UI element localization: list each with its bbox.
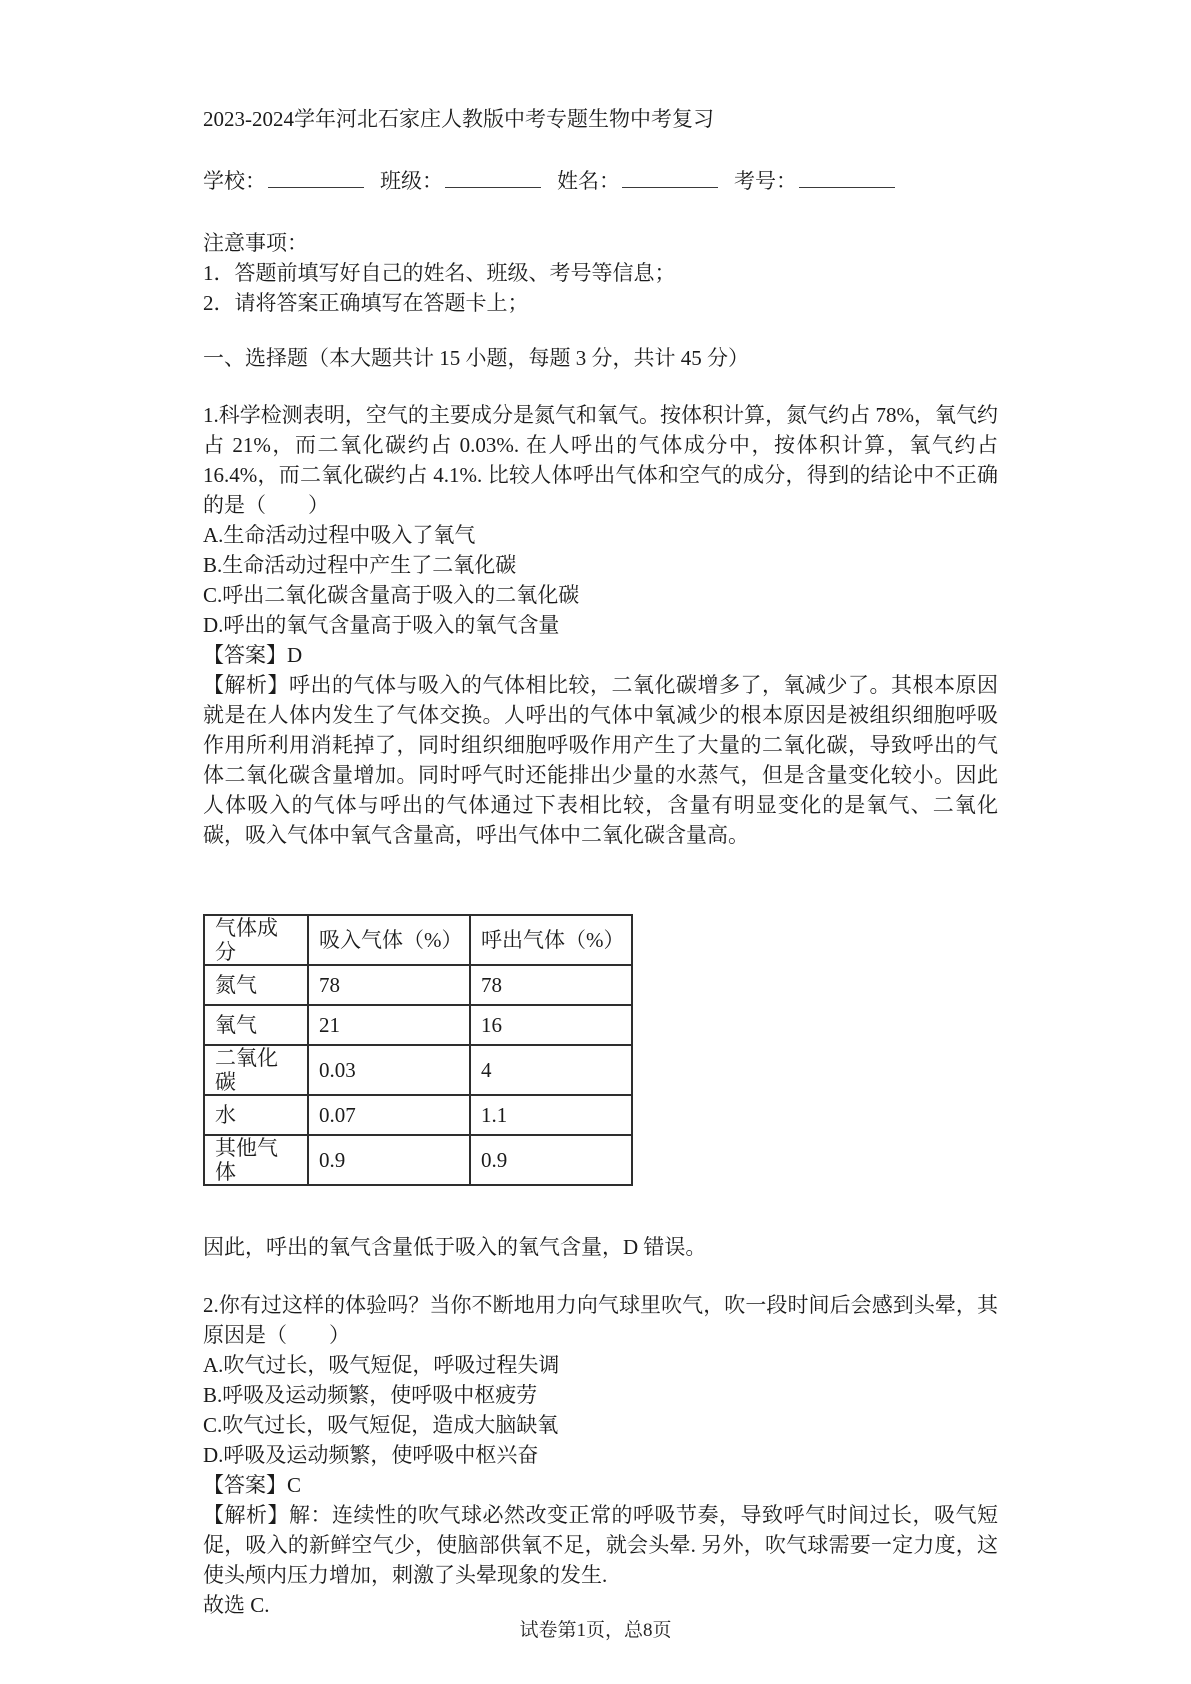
page-content <box>203 0 998 1620</box>
table-row-nitrogen <box>204 965 632 1005</box>
exam-no-blank-underline <box>799 166 895 188</box>
question2-stem: 2.你有过这样的体验吗？当你不断地用力向气球里吹气，吹一段时间后会感到头晕，其原因是（ ） <box>203 1293 998 1347</box>
question1-analysis: 【解析】呼出的气体与吸入的气体相比较，二氧化碳增多了，氧减少了。其根本原因就是在人体内发生了气体交换。人呼出的气体中氧减少的根本原因是被组织细胞呼吸作用所利用消耗掉了，同时组织细胞呼吸作用产生了大量的二氧化碳，导致呼出的气体二氧化碳含量增加。同时呼气时还能排出少量的水蒸气，但是含量变化较小。因此人体吸入的气体与呼出的气体通过下表相比较，含量有明显变化的是氧气、二氧化碳，吸入气体中氧气含量高，呼出气体中二氧化碳含量高。 <box>203 673 998 847</box>
table-cell: 氮气 <box>204 965 308 1005</box>
notice-heading: 注意事项： <box>203 231 308 255</box>
section-heading: 一、选择题（本大题共计 15 小题，每题 3 分，共计 45 分） <box>203 346 749 370</box>
table-cell: 0.07 <box>308 1095 470 1135</box>
question1-option-d: D.呼出的氧气含量高于吸入的氧气含量 <box>203 613 560 637</box>
question2-option-c: C.吹气过长，吸气短促，造成大脑缺氧 <box>203 1413 559 1437</box>
table-row-water <box>204 1095 632 1135</box>
question2-answer: 【答案】C <box>203 1473 302 1497</box>
table-row-other-gases <box>204 1135 632 1185</box>
name-blank-underline <box>622 166 718 188</box>
question1-conclusion: 因此，呼出的氧气含量低于吸入的氧气含量，D 错误。 <box>203 1235 707 1259</box>
table-cell: 4 <box>470 1045 632 1095</box>
question2-option-a: A.吹气过长，吸气短促，呼吸过程失调 <box>203 1353 560 1377</box>
table-cell: 0.9 <box>470 1135 632 1185</box>
question1-option-c: C.呼出二氧化碳含量高于吸入的二氧化碳 <box>203 583 580 607</box>
table-cell: 1.1 <box>470 1095 632 1135</box>
question2-option-b: B.呼吸及运动频繁，使呼吸中枢疲劳 <box>203 1383 538 1407</box>
table-header-exhaled: 呼出气体（%） <box>470 915 632 965</box>
table-cell: 0.9 <box>308 1135 470 1185</box>
name-label: 姓名： <box>557 169 620 193</box>
table-header-inhaled: 吸入气体（%） <box>308 915 470 965</box>
table-cell: 氧气 <box>204 1005 308 1045</box>
table-row-oxygen <box>204 1005 632 1045</box>
question1-answer: 【答案】D <box>203 643 303 667</box>
doc-title: 2023-2024学年河北石家庄人教版中考专题生物中考复习 <box>203 107 714 131</box>
question1-stem: 1.科学检测表明，空气的主要成分是氮气和氧气。按体积计算，氮气约占 78%，氧气约占 21%，而二氧化碳约占 0.03%. 在人呼出的气体成分中，按体积计算，氧气约占 16.4%，而二氧化碳约占 4.1%. 比较人体呼出气体和空气的成分，得到的结论中不正确的是（ ） <box>203 403 998 517</box>
table-cell: 其他气体 <box>204 1135 308 1185</box>
page-footer: 试卷第1页，总8页 <box>519 1620 672 1641</box>
question2-option-d: D.呼吸及运动频繁，使呼吸中枢兴奋 <box>203 1443 539 1467</box>
table-cell: 78 <box>470 965 632 1005</box>
table-cell: 21 <box>308 1005 470 1045</box>
school-label: 学校： <box>203 169 266 193</box>
school-blank-underline <box>268 166 364 188</box>
question2-analysis: 【解析】解：连续性的吹气球必然改变正常的呼吸节奏，导致呼气时间过长，吸气短促，吸入的新鲜空气少，使脑部供氧不足，就会头晕. 另外，吹气球需要一定力度，这使头颅内压力增加，刺激了头晕现象的发生. <box>203 1503 998 1587</box>
table-header-component: 气体成分 <box>204 915 308 965</box>
exam-no-label: 考号： <box>734 169 797 193</box>
notice-item-2: 2．请将答案正确填写在答题卡上； <box>203 291 529 315</box>
question1-option-a: A.生命活动过程中吸入了氧气 <box>203 523 476 547</box>
table-cell: 二氧化碳 <box>204 1045 308 1095</box>
table-cell: 16 <box>470 1005 632 1045</box>
table-cell: 水 <box>204 1095 308 1135</box>
question1-option-b: B.生命活动过程中产生了二氧化碳 <box>203 553 517 577</box>
class-label: 班级： <box>380 169 443 193</box>
table-row-carbon-dioxide <box>204 1045 632 1095</box>
class-blank-underline <box>445 166 541 188</box>
table-cell: 0.03 <box>308 1045 470 1095</box>
table-header-row <box>204 915 632 965</box>
gas-composition-table <box>203 914 633 1186</box>
table-cell: 78 <box>308 965 470 1005</box>
question2-conclusion: 故选 C. <box>203 1593 270 1617</box>
notice-item-1: 1．答题前填写好自己的姓名、班级、考号等信息； <box>203 261 676 285</box>
student-info-line <box>203 166 998 196</box>
